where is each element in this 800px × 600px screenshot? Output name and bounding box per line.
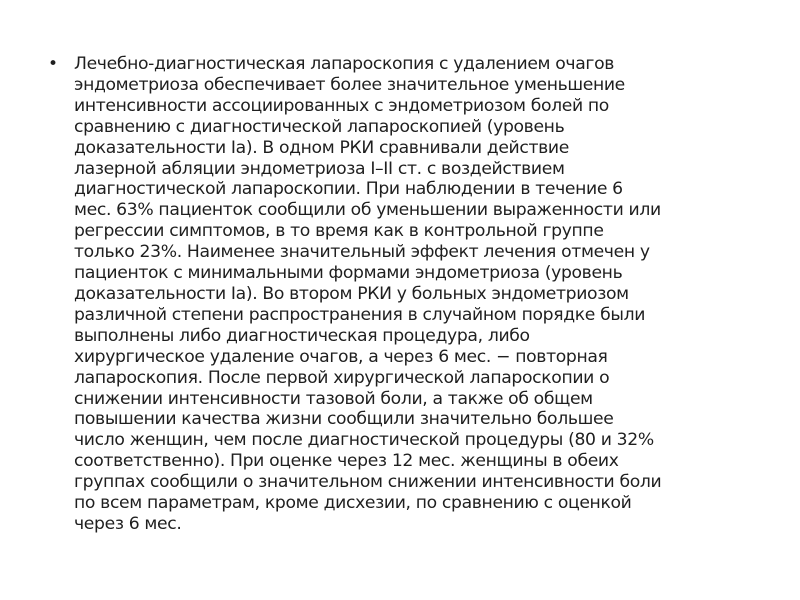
- bullet-list: [46, 54, 766, 535]
- bullet-text: Лечебно-диагностическая лапароскопия с удалением очагов эндометриоза обеспечивает более значительное уменьшение интенсивности ассоциированных с эндометриозом болей по сравнению с диагностической лапароскопией (уровень доказательности Ia). В одном РКИ сравнивали действие лазерной абляции эндометриоза I–II ст. с воздействием диагностической лапароскопии. При наблюдении в течение 6 мес. 63% пациенток сообщили об уменьшении выраженности или регрессии симптомов, в то время как в контрольной группе только 23%. Наименее значительный эффект лечения отмечен у пациенток с минимальными формами эндометриоза (уровень доказательности Ia). Во втором РКИ у больных эндометриозом различной степени распространения в случайном порядке были выполнены либо диагностическая процедура, либо хирургическое удаление очагов, а через 6 мес. − повторная лапароскопия. После первой хирургической лапароскопии о снижении интенсивности тазовой боли, а также об общем повышении качества жизни сообщили значительно большее число женщин, чем после диагностической процедуры (80 и 32% соответственно). При оценке через 12 мес. женщины в обеих группах сообщили о значительном снижении интенсивности боли по всем параметрам, кроме дисхезии, по сравнению с оценкой через 6 мес.: [74, 54, 662, 534]
- bullet-item: [46, 54, 766, 535]
- bullet-marker: •: [48, 54, 59, 74]
